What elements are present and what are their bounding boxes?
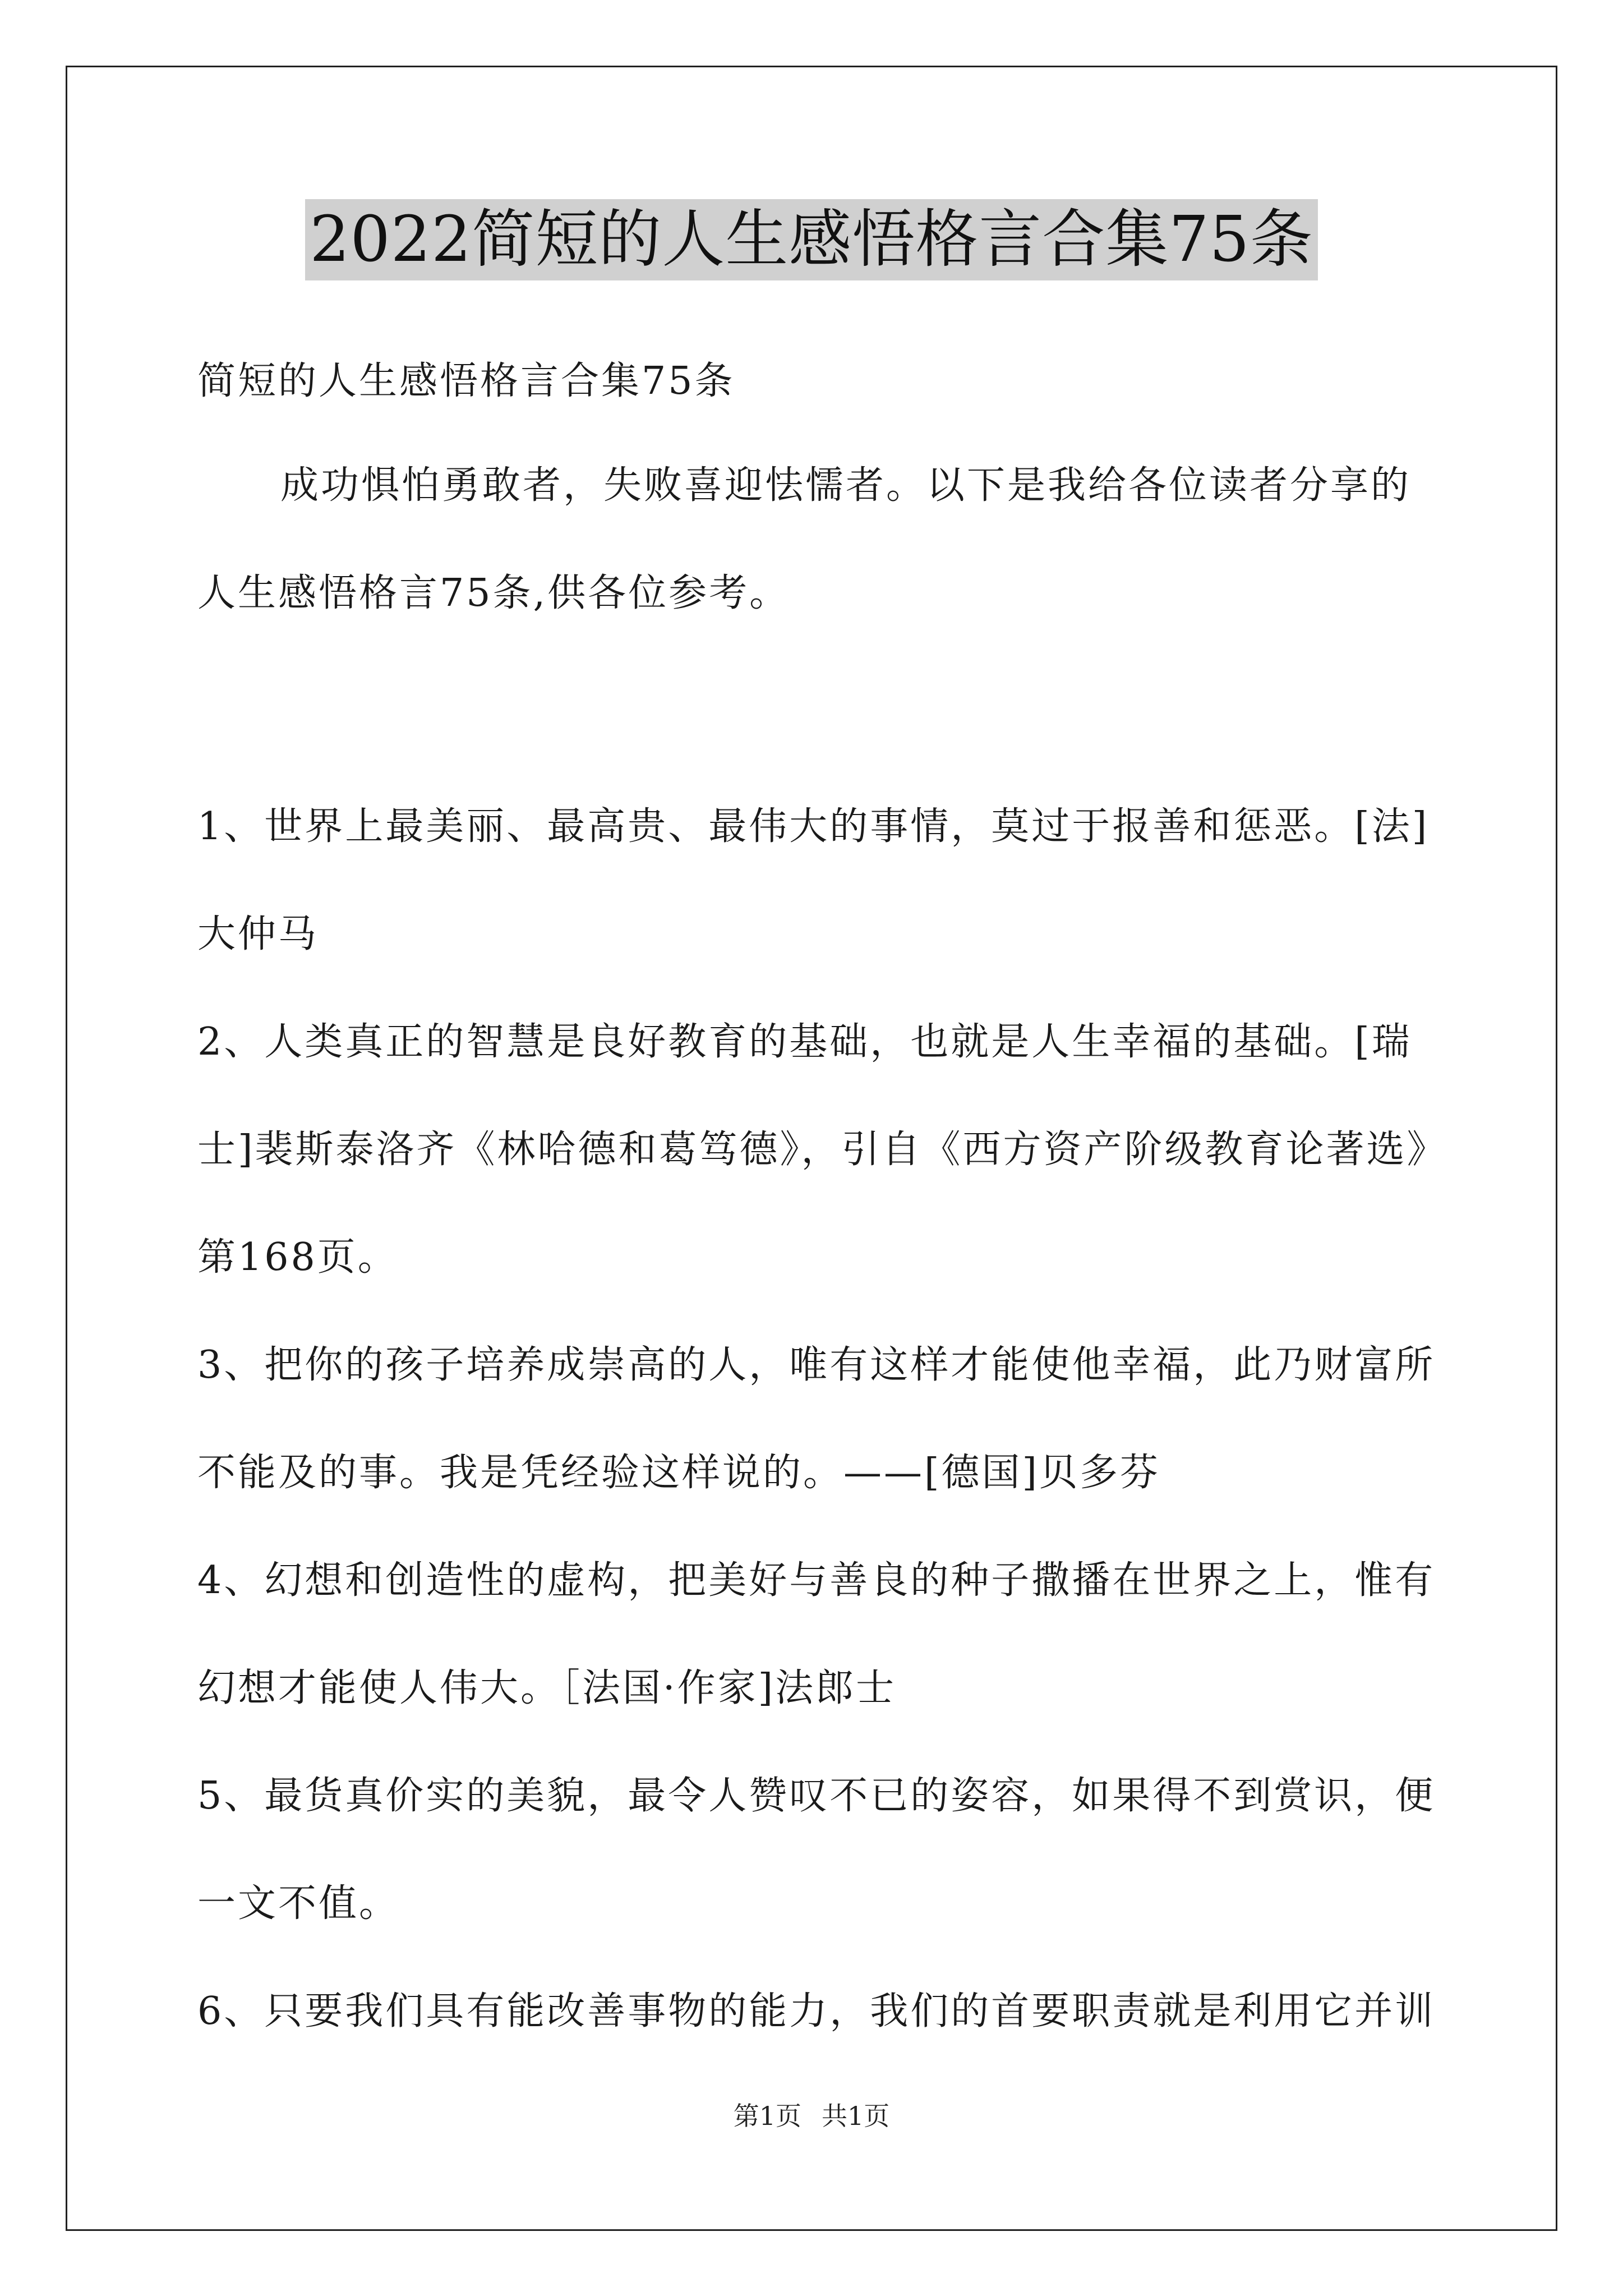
- quote-line: 一文不值。: [197, 1881, 400, 1926]
- quote-line: 2、人类真正的智慧是良好教育的基础，也就是人生幸福的基础。[瑞: [197, 1020, 1412, 1064]
- quote-line: 5、最货真价实的美貌，最令人赞叹不已的姿容，如果得不到赏识，便: [197, 1774, 1436, 1818]
- page-footer: [0, 2099, 1623, 2133]
- quote-line: 3、把你的孩子培养成崇高的人，唯有这样才能使他幸福，此乃财富所: [197, 1343, 1436, 1387]
- intro-line: 成功惧怕勇敢者，失败喜迎怯懦者。以下是我给各位读者分享的: [280, 463, 1412, 508]
- document-body: [197, 331, 1447, 2065]
- quote-line: 1、世界上最美丽、最高贵、最伟大的事情，莫过于报善和惩恶。[法]: [197, 804, 1430, 849]
- quote-line: 4、幻想和创造性的虚构，把美好与善良的种子撒播在世界之上，惟有: [197, 1558, 1436, 1603]
- quote-line: 士]裴斯泰洛齐《林哈德和葛笃德》，引自《西方资产阶级教育论著选》: [197, 1128, 1447, 1172]
- paragraph-gap: [197, 647, 1442, 773]
- page-total: 共1页: [822, 2101, 890, 2131]
- quote-line: 幻想才能使人伟大。［法国·作家]法郎士: [197, 1666, 897, 1710]
- document-subtitle: 简短的人生感悟格言合集75条: [197, 359, 735, 403]
- quote-line: 大仲马: [197, 912, 319, 956]
- page-number: 第1页: [733, 2101, 801, 2131]
- document-title: 2022简短的人生感悟格言合集75条: [305, 199, 1318, 280]
- quote-line: 不能及的事。我是凭经验这样说的。——[德国]贝多芬: [197, 1451, 1161, 1495]
- quote-line: 第168页。: [197, 1235, 398, 1280]
- intro-line: 人生感悟格言75条,供各位参考。: [197, 571, 790, 615]
- title-container: [0, 199, 1623, 280]
- quote-line: 6、只要我们具有能改善事物的能力，我们的首要职责就是利用它并训: [197, 1989, 1436, 2033]
